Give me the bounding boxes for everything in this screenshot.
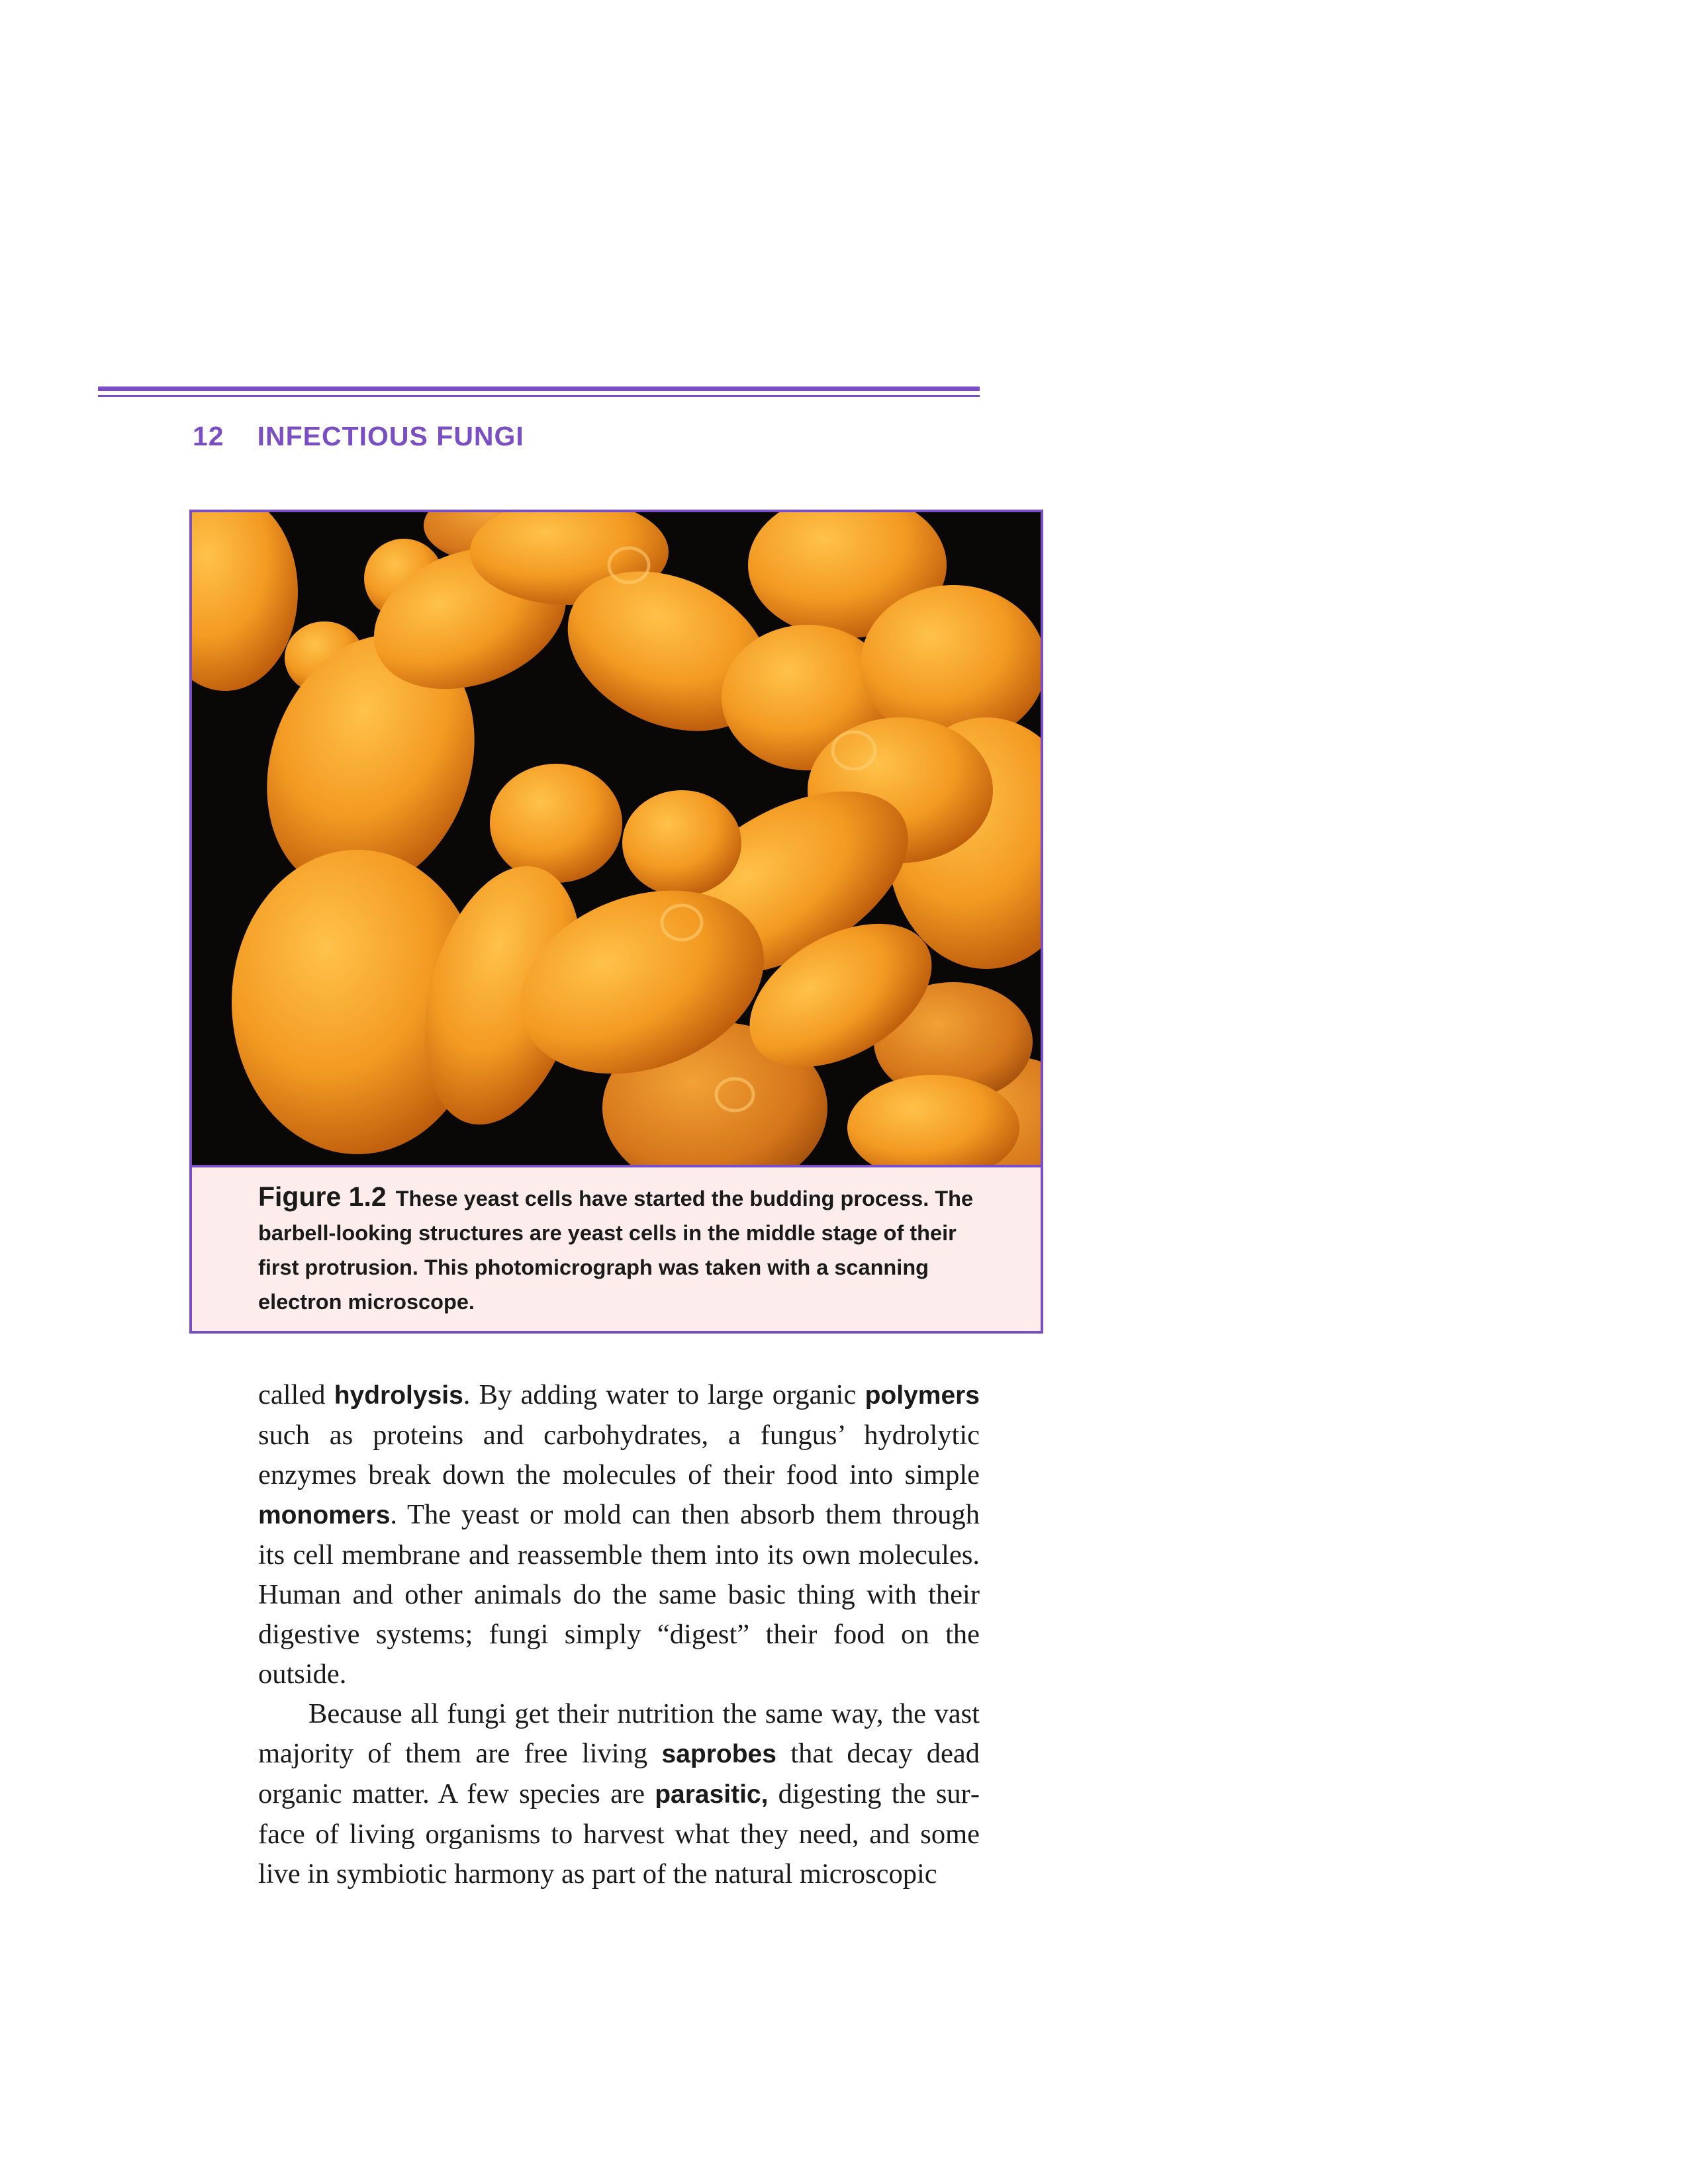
header-rule-thin	[98, 395, 980, 397]
text-run: called	[258, 1379, 334, 1410]
body-text	[258, 1375, 980, 1894]
text-run: digesting the surface of living organisms to harvest what they need, and some live in symbiotic harmony as part of the natural microscopic	[258, 1778, 980, 1889]
text-run: . By adding water to large organic	[463, 1379, 865, 1410]
keyword-saprobes: saprobes	[661, 1740, 776, 1768]
paragraph-2	[258, 1694, 980, 1894]
figure-caption-text: These yeast cells have started the budding process. The barbell-looking structures are yeast cells in the middle stage of their first protrusion. This photomicrograph was taken with a scanning electron microscope.	[258, 1187, 974, 1314]
keyword-polymers: polymers	[865, 1381, 980, 1410]
yeast-micrograph-image	[192, 512, 1041, 1165]
text-run: that decay dead organic matter. A few species are	[258, 1738, 980, 1809]
text-run: such as proteins and carbohydrates, a fungus’ hydrolytic enzymes break down the molecules of their food into simple	[258, 1420, 980, 1490]
text-run: . The yeast or mold can then absorb them through its cell membrane and reassemble them into its own molecules. Human and other animals do the same basic thing with their digestive systems; fungi simply “digest” their food on the outside.	[258, 1499, 980, 1690]
running-head	[193, 421, 524, 452]
text-run: Because all fungi get their nutrition the same way, the vast majority of them are free living	[258, 1698, 980, 1769]
keyword-monomers: monomers	[258, 1501, 391, 1529]
figure-caption	[258, 1179, 1000, 1319]
figure-divider	[192, 1165, 1041, 1167]
figure-label: Figure 1.2	[258, 1181, 387, 1212]
keyword-hydrolysis: hydrolysis	[334, 1381, 463, 1410]
page-number: 12	[193, 421, 224, 451]
figure-1-2	[189, 510, 1043, 1334]
running-title: INFECTIOUS FUNGI	[257, 421, 524, 451]
paragraph-1	[258, 1375, 980, 1694]
header-rule-thick	[98, 387, 980, 391]
keyword-parasitic: parasitic,	[655, 1780, 769, 1809]
